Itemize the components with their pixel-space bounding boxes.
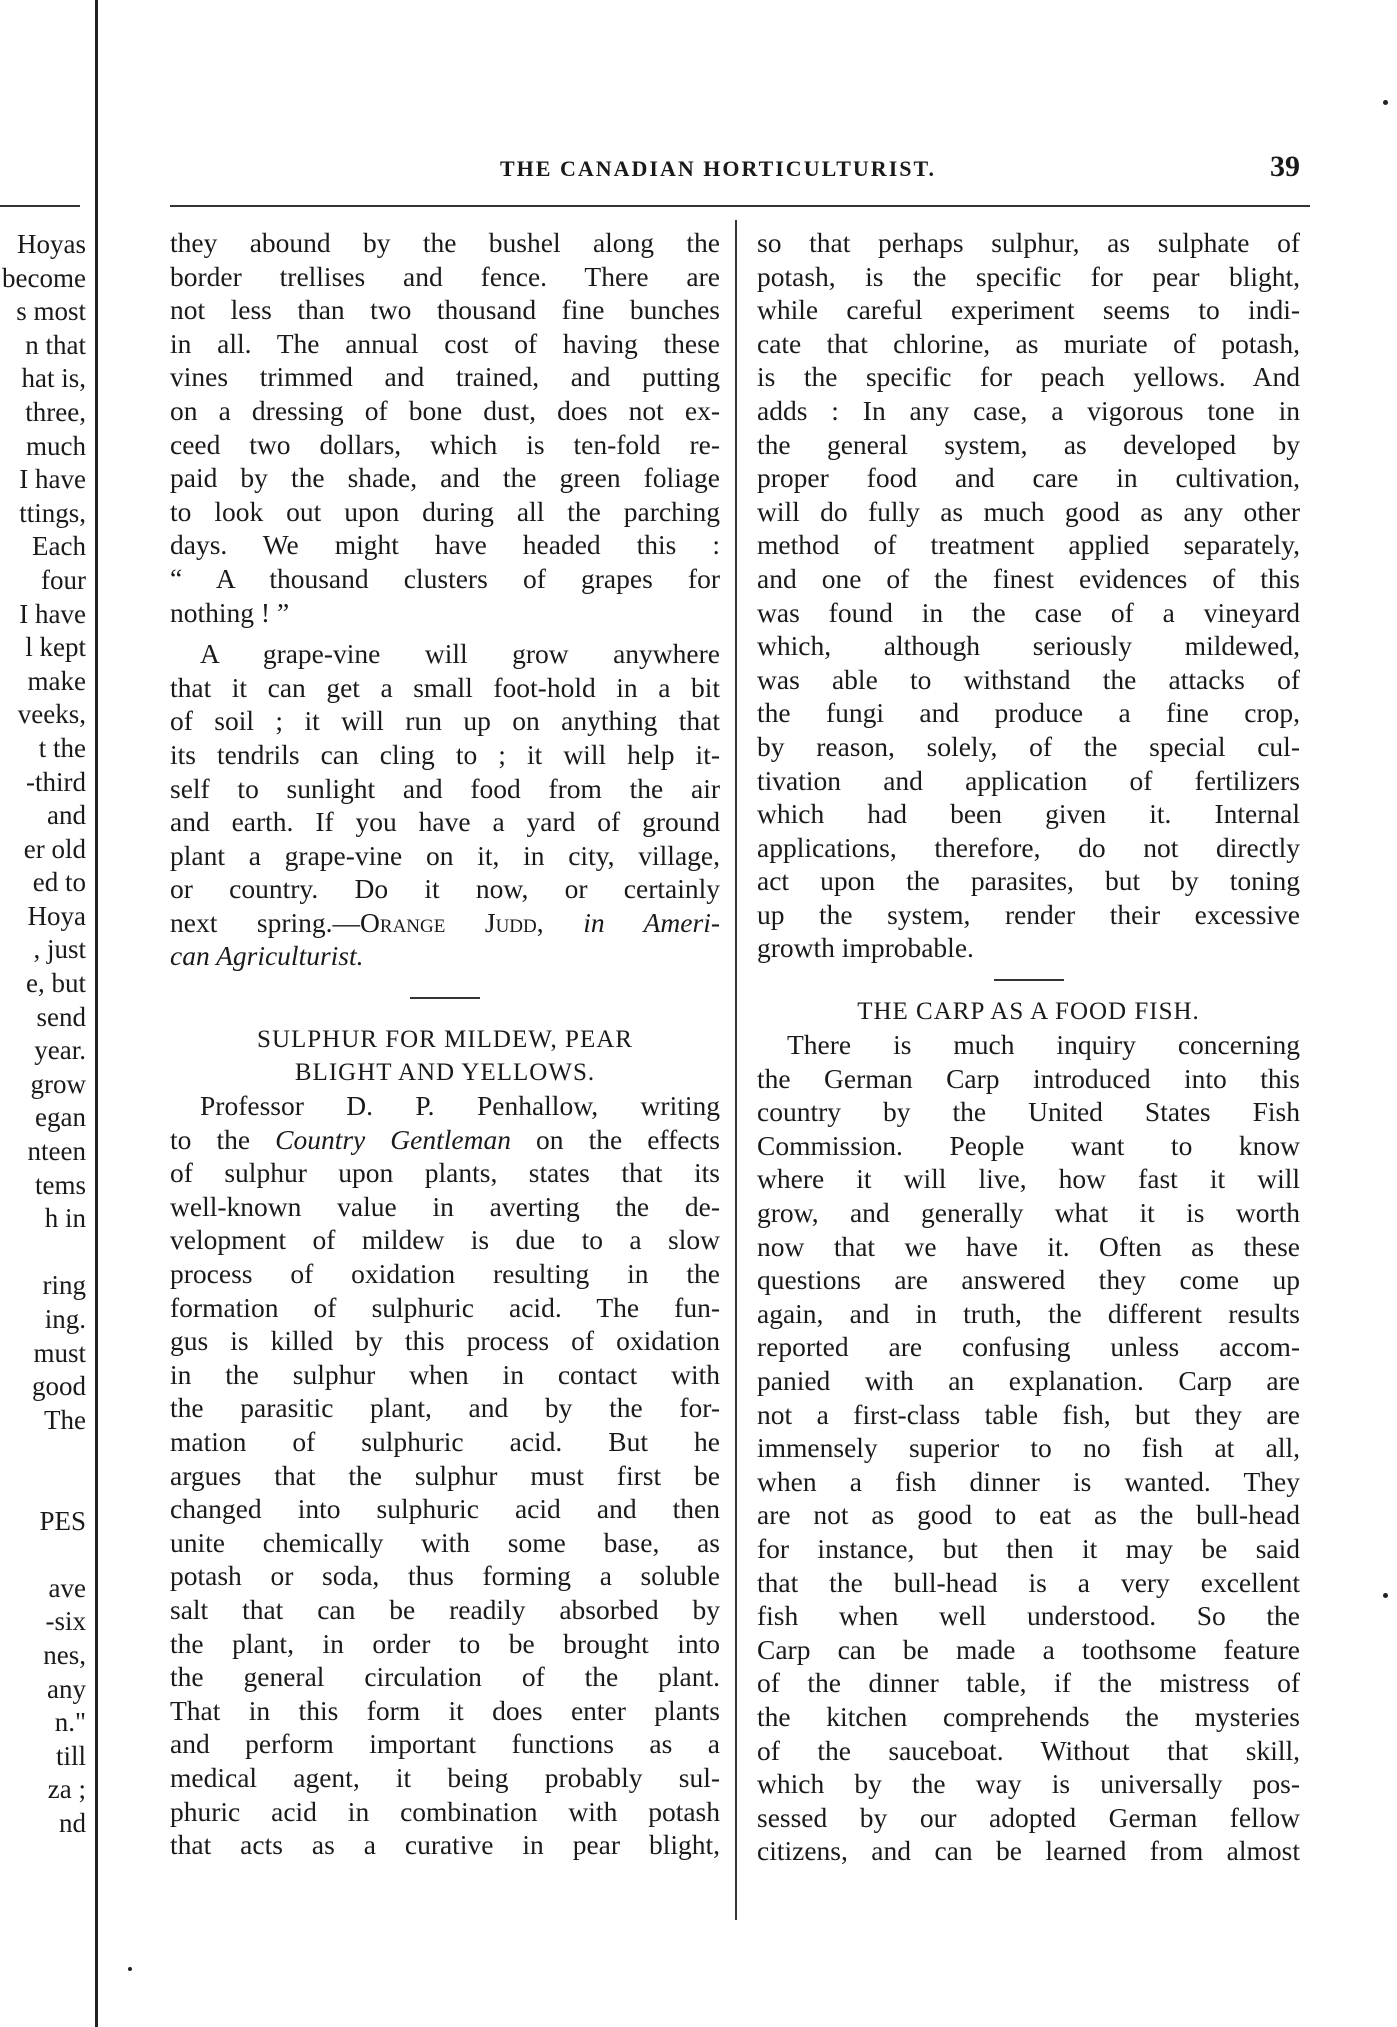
fragment-line: I have <box>19 464 86 495</box>
fragment-line: n that <box>25 329 86 360</box>
text-line: phuric acid in combination with potash <box>170 1795 720 1827</box>
text-line: the parasitic plant, and by the for- <box>170 1392 720 1424</box>
source-italic: in Ameri- <box>583 906 720 938</box>
fragment-line <box>0 1236 92 1270</box>
text-line: days. We might have headed this : <box>170 529 720 561</box>
text-line: of the dinner table, if the mistress of <box>757 1667 1300 1699</box>
binding-gutter-line <box>95 0 98 2027</box>
text-line: sessed by our adopted German fellow <box>757 1801 1300 1833</box>
page-number: 39 <box>1270 150 1300 183</box>
text-line: that acts as a curative in pear blight, <box>170 1829 720 1861</box>
text-line: that the bull-head is a very excellent <box>757 1566 1300 1598</box>
text-line: border trellises and fence. There are <box>170 260 720 292</box>
speck-mark <box>128 1967 132 1971</box>
author-name: Orange Judd, <box>360 906 544 938</box>
fragment-line <box>0 1471 92 1505</box>
text-line: cate that chlorine, as muriate of potash, <box>757 327 1300 359</box>
sulphur-article-body <box>170 1156 720 1861</box>
text-line: vines trimmed and trained, and putting <box>170 361 720 393</box>
carp-article-body <box>757 1028 1300 1868</box>
fragment-line: -third <box>26 766 86 797</box>
fragment-line: e, but <box>26 968 86 999</box>
text-line: adds : In any case, a vigorous tone in <box>757 394 1300 426</box>
sulphur-first-line: Professor D. P. Penhallow, writing <box>200 1090 720 1122</box>
fragment-line: ttings, <box>19 497 86 528</box>
section-divider <box>410 997 480 999</box>
text-line: the plant, in order to be brought into <box>170 1627 720 1659</box>
fragment-line: nd <box>59 1807 86 1838</box>
fragment-line: nes, <box>43 1639 86 1670</box>
text-line: of soil ; it will run up on anything that <box>170 705 720 737</box>
text-line: act upon the parasites, but by toning <box>757 865 1300 897</box>
text-line: again, and in truth, the different results <box>757 1297 1300 1329</box>
left-page-fragment-column <box>0 228 92 1841</box>
text-line: the fungi and produce a fine crop, <box>757 697 1300 729</box>
fragment-line: become <box>2 262 86 293</box>
fragment-line: I have <box>19 598 86 629</box>
fragment-line: make <box>27 665 86 696</box>
fragment-line: Hoya <box>27 900 86 931</box>
text-line: panied with an explanation. Carp are <box>757 1365 1300 1396</box>
text-line: Commission. People want to know <box>757 1129 1300 1161</box>
text-line: the general system, as developed by <box>757 428 1300 460</box>
text-line: and earth. If you have a yard of ground <box>170 806 720 838</box>
fragment-line: Hoyas <box>17 229 86 259</box>
text-line: in the sulphur when in contact with <box>170 1358 720 1390</box>
fragment-line: n." <box>54 1707 86 1738</box>
text-line: or country. Do it now, or certainly <box>170 873 720 905</box>
text-line: which by the way is universally pos- <box>757 1768 1300 1800</box>
text-line: when a fish dinner is wanted. They <box>757 1465 1300 1497</box>
text-line: country by the United States Fish <box>757 1096 1300 1128</box>
fragment-line: tems <box>35 1169 86 1200</box>
text-line: velopment of mildew is due to a slow <box>170 1224 720 1256</box>
text-line: its tendrils can cling to ; it will help it- <box>170 738 720 770</box>
text-line: potash or soda, thus forming a soluble <box>170 1560 720 1592</box>
speck-mark <box>1383 100 1388 105</box>
text-line: for instance, but then it may be said <box>757 1532 1300 1564</box>
article-heading-sulphur-1: SULPHUR FOR MILDEW, PEAR <box>257 1026 633 1054</box>
grape-article-paragraph-2 <box>170 637 720 906</box>
text-line: and one of the finest evidences of this <box>757 562 1300 594</box>
text-line: applications, therefore, do not directly <box>757 831 1300 863</box>
text-line: of the sauceboat. Without that skill, <box>757 1734 1300 1766</box>
text-line: which, although seriously mildewed, <box>757 630 1300 662</box>
journal-title: THE CANADIAN HORTICULTURIST. <box>500 156 937 181</box>
fragment-line: nteen <box>27 1136 86 1167</box>
fragment-line: till <box>55 1740 86 1771</box>
text-line: argues that the sulphur must first be <box>170 1459 720 1491</box>
sulphur-article-continuation <box>757 226 1300 965</box>
right-column <box>757 226 1300 1868</box>
text-fragment: to the <box>170 1123 251 1155</box>
text-line: immensely superior to no fish at all, <box>757 1432 1300 1464</box>
text-line: up the system, render their excessive <box>757 898 1300 930</box>
periodical-name: Country Gentleman <box>275 1123 511 1155</box>
speck-mark <box>1383 1593 1388 1598</box>
article-heading-carp: THE CARP AS A FOOD FISH. <box>857 998 1200 1026</box>
text-line: will do fully as much good as any other <box>757 495 1300 527</box>
text-line: proper food and care in cultivation, <box>757 462 1300 494</box>
text-line: medical agent, it being probably sul- <box>170 1761 720 1793</box>
text-line: which had been given it. Internal <box>757 798 1300 830</box>
fragment-line: good <box>32 1371 86 1402</box>
section-divider <box>994 979 1064 981</box>
text-line: the kitchen comprehends the mysteries <box>757 1700 1300 1732</box>
text-line: they abound by the bushel along the <box>170 227 720 258</box>
text-line: unite chemically with some base, as <box>170 1526 720 1558</box>
text-line: That in this form it does enter plants <box>170 1694 720 1726</box>
source-line: can Agriculturist. <box>170 940 364 972</box>
text-line: salt that can be readily absorbed by <box>170 1593 720 1625</box>
text-fragment: on the effects <box>536 1123 720 1155</box>
fragment-line: The <box>44 1404 86 1435</box>
text-line: are not as good to eat as the bull-head <box>757 1499 1300 1531</box>
fragment-line: must <box>33 1337 86 1368</box>
text-line: not less than two thousand fine bunches <box>170 294 720 326</box>
text-line: so that perhaps sulphur, as sulphate of <box>757 227 1300 258</box>
text-line: formation of sulphuric acid. The fun- <box>170 1291 720 1323</box>
fragment-line: three, <box>25 396 86 427</box>
fragment-line: and <box>47 800 86 831</box>
text-line: on a dressing of bone dust, does not ex- <box>170 394 720 426</box>
fragment-line: l kept <box>25 632 86 663</box>
text-line: in all. The annual cost of having these <box>170 327 720 359</box>
fragment-line: egan <box>35 1102 86 1133</box>
text-line: There is much inquiry concerning <box>787 1029 1300 1061</box>
text-line: tivation and application of fertilizers <box>757 764 1300 796</box>
fragment-line: hat is, <box>21 363 86 394</box>
fragment-line: Each <box>32 531 86 562</box>
text-line: grow, and generally what it is worth <box>757 1197 1300 1229</box>
text-line: is the specific for peach yellows. And <box>757 361 1300 393</box>
text-line: well-known value in averting the de- <box>170 1190 720 1222</box>
fragment-line: send <box>36 1001 86 1032</box>
article-heading-sulphur-2: BLIGHT AND YELLOWS. <box>294 1059 596 1087</box>
running-header <box>170 150 1310 190</box>
text-line: growth improbable. <box>757 932 974 964</box>
header-rule <box>170 205 1310 207</box>
text-fragment: next spring.— <box>170 906 361 938</box>
text-line: fish when well understood. So the <box>757 1600 1300 1632</box>
text-line: was found in the case of a vineyard <box>757 596 1300 628</box>
fragment-line: , just <box>33 934 86 965</box>
fragment-line: year. <box>34 1035 86 1066</box>
text-line: nothing ! ” <box>170 596 290 628</box>
middle-column <box>170 226 720 1862</box>
fragment-line: ave <box>48 1572 86 1603</box>
left-fragment-rule <box>0 205 80 207</box>
text-line: Carp can be made a toothsome feature <box>757 1633 1300 1665</box>
fragment-line: za ; <box>47 1774 86 1805</box>
fragment-line: veeks, <box>17 699 86 730</box>
fragment-line: ed to <box>32 867 86 898</box>
sulphur-second-line <box>170 1123 720 1157</box>
text-line: of sulphur upon plants, states that its <box>170 1157 720 1189</box>
text-line: paid by the shade, and the green foliage <box>170 462 720 494</box>
text-line: mation of sulphuric acid. But he <box>170 1426 720 1457</box>
text-line: by reason, solely, of the special cul- <box>757 730 1300 762</box>
text-line: gus is killed by this process of oxidation <box>170 1325 720 1357</box>
fragment-line: t the <box>38 732 86 763</box>
text-line: while careful experiment seems to indi- <box>757 294 1300 326</box>
fragment-line: any <box>47 1673 86 1704</box>
fragment-line: ring <box>42 1270 86 1301</box>
fragment-line: s most <box>16 296 86 327</box>
text-line: questions are answered they come up <box>757 1264 1300 1296</box>
text-line: that it can get a small foot-hold in a bit <box>170 671 720 703</box>
text-line: potash, is the specific for pear blight, <box>757 260 1300 292</box>
grape-article-paragraph-1 <box>170 226 720 629</box>
fragment-line: PES <box>39 1505 86 1536</box>
text-line: ceed two dollars, which is ten-fold re- <box>170 428 720 460</box>
grape-article-last-line <box>170 906 720 940</box>
text-line: “ A thousand clusters of grapes for <box>170 562 720 594</box>
text-line: method of treatment applied separately, <box>757 529 1300 561</box>
text-line: the German Carp introduced into this <box>757 1062 1300 1094</box>
fragment-line: grow <box>30 1068 86 1099</box>
text-line: citizens, and can be learned from almost <box>757 1835 1300 1867</box>
fragment-line: h in <box>44 1203 86 1234</box>
text-line: reported are confusing unless accom- <box>757 1331 1300 1363</box>
text-line: and perform important functions as a <box>170 1728 720 1760</box>
text-line: where it will live, how fast it will <box>757 1163 1300 1195</box>
fragment-line: much <box>26 430 86 461</box>
fragment-line <box>0 1437 92 1471</box>
text-line: plant a grape-vine on it, in city, village, <box>170 839 720 871</box>
text-line: changed into sulphuric acid and then <box>170 1493 720 1525</box>
text-line: now that we have it. Often as these <box>757 1230 1300 1262</box>
fragment-line: -six <box>45 1606 86 1637</box>
text-line: process of oxidation resulting in the <box>170 1258 720 1290</box>
text-line: was able to withstand the attacks of <box>757 663 1300 695</box>
text-line: not a first-class table fish, but they are <box>757 1398 1300 1430</box>
text-line: A grape-vine will grow anywhere <box>200 638 720 670</box>
text-line: to look out upon during all the parching <box>170 495 720 527</box>
fragment-line: ing. <box>44 1304 86 1334</box>
fragment-line: four <box>41 564 86 595</box>
fragment-line: er old <box>23 833 86 864</box>
fragment-line <box>0 1538 92 1572</box>
text-line: the general circulation of the plant. <box>170 1661 720 1693</box>
text-line: self to sunlight and food from the air <box>170 772 720 804</box>
column-separator <box>735 220 737 1920</box>
